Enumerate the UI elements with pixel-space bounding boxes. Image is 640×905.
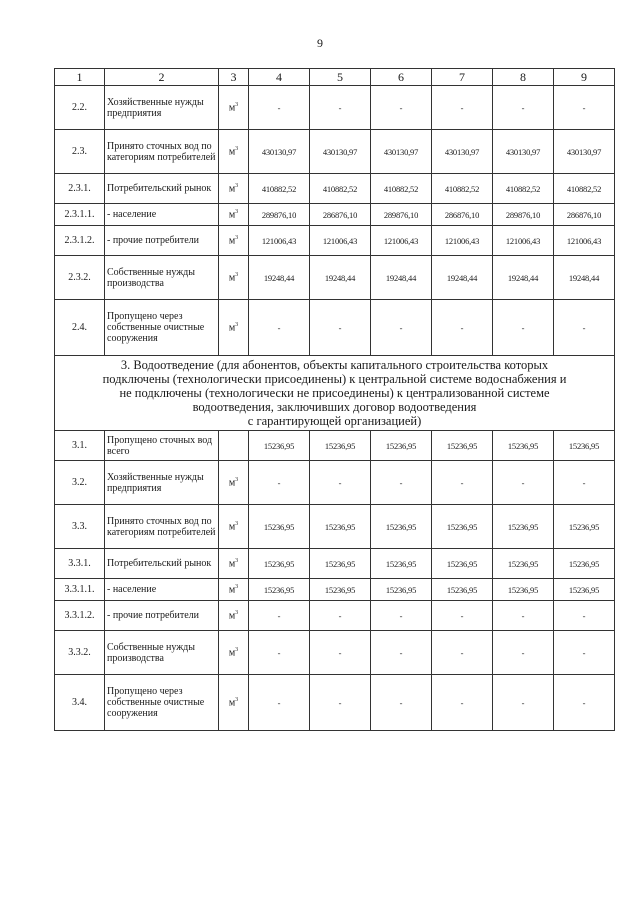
value-cell: 15236,95 [432,579,493,601]
unit-symbol: м [228,102,236,114]
unit-symbol: м [228,272,236,284]
value-cell: - [493,675,554,731]
header-cell: 5 [310,69,371,86]
unit-symbol: м [228,477,236,489]
section-heading [55,356,615,431]
value-cell: - [310,86,371,130]
header-cell: 4 [249,69,310,86]
unit-symbol: м [228,584,236,596]
header-cell: 6 [371,69,432,86]
value-cell: 286876,10 [432,204,493,226]
value-cell: 410882,52 [432,174,493,204]
value-cell: - [371,86,432,130]
table-row [55,130,615,174]
value-cell: - [249,631,310,675]
value-cell: 289876,10 [249,204,310,226]
value-cell: - [249,300,310,356]
value-cell: - [432,675,493,731]
unit-cell [219,675,249,731]
value-cell: 430130,97 [554,130,615,174]
row-name: - прочие потребители [105,226,219,256]
value-cell: 15236,95 [249,431,310,461]
value-cell: 15236,95 [432,431,493,461]
unit-cell [219,431,249,461]
header-cell: 9 [554,69,615,86]
value-cell: - [310,601,371,631]
unit-cell [219,579,249,601]
value-cell: 15236,95 [493,431,554,461]
value-cell: 410882,52 [371,174,432,204]
row-name: Собственные нужды производства [105,256,219,300]
value-cell: - [249,86,310,130]
value-cell: - [432,461,493,505]
value-cell: - [310,461,371,505]
table-row [55,601,615,631]
value-cell: - [493,601,554,631]
value-cell: - [432,86,493,130]
value-cell: 15236,95 [554,505,615,549]
row-name: Потребительский рынок [105,549,219,579]
row-name: Пропущено через собственные очистные сооружения [105,300,219,356]
value-cell: 289876,10 [371,204,432,226]
row-number: 2.4. [55,300,105,356]
unit-power: 3 [235,145,239,152]
unit-cell [219,549,249,579]
row-name: Принято сточных вод по категориям потребителей [105,505,219,549]
value-cell: 15236,95 [493,579,554,601]
unit-symbol: м [228,235,236,247]
header-cell: 8 [493,69,554,86]
unit-power: 3 [235,208,239,215]
value-cell: 289876,10 [493,204,554,226]
unit-cell [219,631,249,675]
table-row [55,226,615,256]
value-cell: 121006,43 [432,226,493,256]
unit-cell [219,461,249,505]
value-cell: - [554,461,615,505]
value-cell: - [493,631,554,675]
value-cell: - [554,675,615,731]
unit-symbol: м [228,610,236,622]
header-cell: 1 [55,69,105,86]
value-cell: - [371,461,432,505]
value-cell: 430130,97 [249,130,310,174]
row-name: Собственные нужды производства [105,631,219,675]
value-cell: 121006,43 [554,226,615,256]
row-number: 2.2. [55,86,105,130]
value-cell: - [493,461,554,505]
value-cell: 286876,10 [554,204,615,226]
section-heading-line: 3. Водоотведение (для абонентов, объекты капитального строительства которых [120,358,549,372]
value-cell: - [249,461,310,505]
unit-power: 3 [235,234,239,241]
row-name: Пропущено сточных вод всего [105,431,219,461]
header-cell: 3 [219,69,249,86]
section-heading-row [55,356,615,431]
unit-power: 3 [235,583,239,590]
value-cell: 430130,97 [371,130,432,174]
unit-cell [219,601,249,631]
value-cell: 121006,43 [249,226,310,256]
value-cell: 19248,44 [432,256,493,300]
value-cell: 19248,44 [371,256,432,300]
value-cell: 15236,95 [249,579,310,601]
unit-power: 3 [235,646,239,653]
value-cell: 15236,95 [554,431,615,461]
value-cell: 15236,95 [310,431,371,461]
unit-cell [219,505,249,549]
value-cell: - [554,601,615,631]
table-row [55,174,615,204]
unit-cell [219,130,249,174]
unit-cell [219,174,249,204]
value-cell: 430130,97 [310,130,371,174]
value-cell: - [432,300,493,356]
table-row [55,204,615,226]
row-number: 3.3.1. [55,549,105,579]
value-cell: - [249,601,310,631]
row-name: Хозяйственные нужды предприятия [105,86,219,130]
unit-symbol: м [228,146,236,158]
row-number: 3.3.1.1. [55,579,105,601]
value-cell: - [493,300,554,356]
table-row [55,86,615,130]
row-number: 2.3.1. [55,174,105,204]
value-cell: 15236,95 [493,505,554,549]
value-cell: 15236,95 [310,505,371,549]
row-name: Потребительский рынок [105,174,219,204]
table-row [55,631,615,675]
value-cell: 121006,43 [310,226,371,256]
value-cell: 15236,95 [554,579,615,601]
value-cell: - [310,300,371,356]
unit-symbol: м [228,322,236,334]
value-cell: 19248,44 [554,256,615,300]
section-heading-line: не подключены (технологически не присоединены) к централизованной системе [119,386,550,400]
unit-symbol: м [228,183,236,195]
value-cell: - [371,631,432,675]
value-cell: 410882,52 [310,174,371,204]
value-cell: 15236,95 [432,549,493,579]
value-cell: 19248,44 [310,256,371,300]
row-name: Пропущено через собственные очистные сооружения [105,675,219,731]
table-row [55,431,615,461]
value-cell: 19248,44 [249,256,310,300]
row-number: 2.3.1.2. [55,226,105,256]
unit-symbol: м [228,209,236,221]
unit-power: 3 [235,476,239,483]
value-cell: - [493,86,554,130]
unit-power: 3 [235,520,239,527]
unit-power: 3 [235,101,239,108]
value-cell: 15236,95 [249,549,310,579]
value-cell: 15236,95 [371,549,432,579]
value-cell: 410882,52 [249,174,310,204]
row-number: 3.3.2. [55,631,105,675]
value-cell: - [554,631,615,675]
header-cell: 7 [432,69,493,86]
table-row [55,300,615,356]
unit-cell [219,300,249,356]
row-name: Хозяйственные нужды предприятия [105,461,219,505]
row-number: 3.1. [55,431,105,461]
value-cell: - [310,631,371,675]
value-cell: 121006,43 [371,226,432,256]
value-cell: 15236,95 [310,579,371,601]
data-table [54,68,615,731]
value-cell: 430130,97 [493,130,554,174]
table-row [55,579,615,601]
value-cell: 15236,95 [371,431,432,461]
value-cell: - [554,300,615,356]
row-name: - население [105,204,219,226]
row-number: 3.4. [55,675,105,731]
value-cell: - [371,675,432,731]
header-cell: 2 [105,69,219,86]
value-cell: - [554,86,615,130]
row-number: 3.2. [55,461,105,505]
unit-power: 3 [235,609,239,616]
value-cell: 410882,52 [493,174,554,204]
row-name: - население [105,579,219,601]
value-cell: - [310,675,371,731]
table-row [55,549,615,579]
value-cell: 430130,97 [432,130,493,174]
row-number: 2.3.2. [55,256,105,300]
value-cell: 121006,43 [493,226,554,256]
value-cell: 15236,95 [493,549,554,579]
unit-cell [219,226,249,256]
page-number: 9 [317,36,323,50]
unit-symbol: м [228,558,236,570]
unit-symbol: м [228,697,236,709]
value-cell: 15236,95 [554,549,615,579]
value-cell: 410882,52 [554,174,615,204]
value-cell: - [432,631,493,675]
value-cell: - [249,675,310,731]
value-cell: 15236,95 [371,505,432,549]
value-cell: 15236,95 [371,579,432,601]
table-row [55,505,615,549]
value-cell: 286876,10 [310,204,371,226]
row-name: - прочие потребители [105,601,219,631]
unit-symbol: м [228,647,236,659]
unit-cell [219,86,249,130]
unit-symbol: м [228,521,236,533]
value-cell: 19248,44 [493,256,554,300]
row-number: 3.3.1.2. [55,601,105,631]
unit-cell [219,204,249,226]
row-number: 3.3. [55,505,105,549]
value-cell: 15236,95 [432,505,493,549]
table-header-row [55,69,615,86]
unit-power: 3 [235,696,239,703]
table-row [55,256,615,300]
value-cell: - [432,601,493,631]
value-cell: - [371,601,432,631]
unit-power: 3 [235,271,239,278]
section-heading-line: водоотведения, заключивших договор водоотведения [192,400,477,414]
row-name: Принято сточных вод по категориям потребителей [105,130,219,174]
unit-power: 3 [235,557,239,564]
section-heading-line: с гарантирующей организацией) [247,414,422,428]
row-number: 2.3. [55,130,105,174]
table-row [55,675,615,731]
unit-power: 3 [235,321,239,328]
row-number: 2.3.1.1. [55,204,105,226]
unit-cell [219,256,249,300]
value-cell: - [371,300,432,356]
value-cell: 15236,95 [249,505,310,549]
unit-power: 3 [235,182,239,189]
value-cell: 15236,95 [310,549,371,579]
table-row [55,461,615,505]
section-heading-line: подключены (технологически присоединены) к центральной системе водоснабжения и [102,372,567,386]
